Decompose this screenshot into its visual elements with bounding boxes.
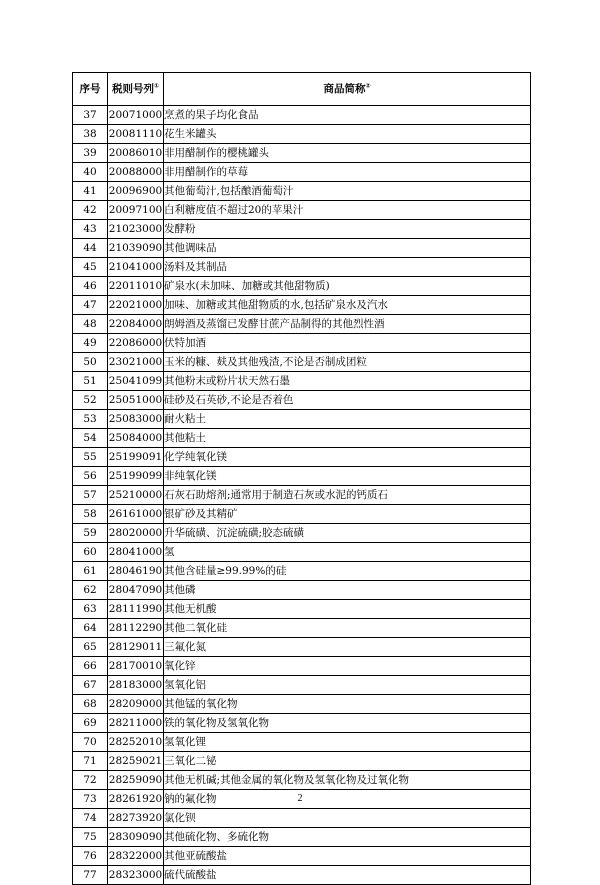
table-row: [73, 391, 531, 410]
table-row: [73, 676, 531, 695]
row-number: 48: [73, 315, 108, 334]
tariff-code: 22084000: [108, 315, 164, 334]
tariff-code: 20081110: [108, 125, 164, 144]
tariff-code: 28252010: [108, 733, 164, 752]
table-row: [73, 638, 531, 657]
product-name: 其他硫化物、多硫化物: [164, 828, 531, 847]
row-number: 61: [73, 562, 108, 581]
row-number: 44: [73, 239, 108, 258]
product-name: 其他锰的氧化物: [164, 695, 531, 714]
tariff-code: 25199099: [108, 467, 164, 486]
tariff-code: 22086000: [108, 334, 164, 353]
table-row: [73, 277, 531, 296]
row-number: 65: [73, 638, 108, 657]
row-number: 64: [73, 619, 108, 638]
tariff-code: 20086010: [108, 144, 164, 163]
product-name: 其他调味品: [164, 239, 531, 258]
footnote-marker-2: ②: [365, 82, 371, 90]
tariff-code: 28112290: [108, 619, 164, 638]
table-row: [73, 714, 531, 733]
product-name: 加味、加糖或其他甜物质的水,包括矿泉水及汽水: [164, 296, 531, 315]
row-number: 55: [73, 448, 108, 467]
product-name: 石灰石助熔剂;通常用于制造石灰或水泥的钙质石: [164, 486, 531, 505]
product-name: 玉米的糠、麸及其他残渣,不论是否制成团粒: [164, 353, 531, 372]
table-row: [73, 296, 531, 315]
row-number: 77: [73, 866, 108, 885]
tariff-code: 28020000: [108, 524, 164, 543]
tariff-code: 25041099: [108, 372, 164, 391]
row-number: 41: [73, 182, 108, 201]
product-name: 其他葡萄汁,包括酿酒葡萄汁: [164, 182, 531, 201]
row-number: 76: [73, 847, 108, 866]
tariff-code: 25084000: [108, 429, 164, 448]
tariff-code: 28041000: [108, 543, 164, 562]
product-name: 花生米罐头: [164, 125, 531, 144]
tariff-code: 20088000: [108, 163, 164, 182]
table-row: [73, 220, 531, 239]
row-number: 67: [73, 676, 108, 695]
product-name: 氢: [164, 543, 531, 562]
table-row: [73, 372, 531, 391]
table-row: [73, 467, 531, 486]
product-name: 伏特加酒: [164, 334, 531, 353]
product-name: 其他磷: [164, 581, 531, 600]
product-name: 硅砂及石英砂,不论是否着色: [164, 391, 531, 410]
table-row: [73, 410, 531, 429]
table-row: [73, 847, 531, 866]
product-name: 氢氧化锂: [164, 733, 531, 752]
table-header-row: [73, 73, 531, 106]
tariff-code: 28209000: [108, 695, 164, 714]
row-number: 45: [73, 258, 108, 277]
row-number: 69: [73, 714, 108, 733]
table-row: [73, 657, 531, 676]
row-number: 68: [73, 695, 108, 714]
product-name: 三氟化氮: [164, 638, 531, 657]
product-name: 其他亚硫酸盐: [164, 847, 531, 866]
tariff-code: 23021000: [108, 353, 164, 372]
row-number: 39: [73, 144, 108, 163]
row-number: 50: [73, 353, 108, 372]
row-number: 63: [73, 600, 108, 619]
product-name: 非用醋制作的草莓: [164, 163, 531, 182]
table-row: [73, 144, 531, 163]
tariff-code: 28111990: [108, 600, 164, 619]
row-number: 54: [73, 429, 108, 448]
row-number: 42: [73, 201, 108, 220]
table-row: [73, 733, 531, 752]
tariff-code: 21039090: [108, 239, 164, 258]
table-row: [73, 809, 531, 828]
table-row: [73, 353, 531, 372]
row-number: 47: [73, 296, 108, 315]
product-name: 其他无机碱;其他金属的氧化物及氢氧化物及过氧化物: [164, 771, 531, 790]
table-row: [73, 619, 531, 638]
table-row: [73, 125, 531, 144]
row-number: 71: [73, 752, 108, 771]
row-number: 59: [73, 524, 108, 543]
row-number: 53: [73, 410, 108, 429]
table-row: [73, 828, 531, 847]
product-name: 白利糖度值不超过20的苹果汁: [164, 201, 531, 220]
tariff-code: 25199091: [108, 448, 164, 467]
table-row: [73, 182, 531, 201]
table-row: [73, 258, 531, 277]
product-name: 化学纯氧化镁: [164, 448, 531, 467]
header-code: 税则号列①: [108, 73, 164, 106]
table-row: [73, 163, 531, 182]
tariff-code: 20097100: [108, 201, 164, 220]
footnote-marker-1: ①: [153, 82, 160, 90]
tariff-code: 22011010: [108, 277, 164, 296]
table-row: [73, 543, 531, 562]
row-number: 66: [73, 657, 108, 676]
product-name: 氢氧化铝: [164, 676, 531, 695]
product-name: 硫代硫酸盐: [164, 866, 531, 885]
product-name: 钠的氟化物: [164, 790, 531, 809]
row-number: 52: [73, 391, 108, 410]
row-number: 62: [73, 581, 108, 600]
table-row: [73, 201, 531, 220]
table-row: [73, 752, 531, 771]
product-name: 非纯氧化镁: [164, 467, 531, 486]
row-number: 37: [73, 106, 108, 125]
product-name: 银矿砂及其精矿: [164, 505, 531, 524]
tariff-code: 28322000: [108, 847, 164, 866]
row-number: 70: [73, 733, 108, 752]
product-name: 耐火粘土: [164, 410, 531, 429]
table-row: [73, 315, 531, 334]
tariff-code: 21041000: [108, 258, 164, 277]
row-number: 60: [73, 543, 108, 562]
product-name: 其他粉末或粉片状天然石墨: [164, 372, 531, 391]
product-name: 三氧化二铋: [164, 752, 531, 771]
tariff-code: 28323000: [108, 866, 164, 885]
row-number: 38: [73, 125, 108, 144]
tariff-code: 28211000: [108, 714, 164, 733]
tariff-code: 28129011: [108, 638, 164, 657]
product-name: 发酵粉: [164, 220, 531, 239]
tariff-code: 22021000: [108, 296, 164, 315]
tariff-code: 28183000: [108, 676, 164, 695]
tariff-code: 28259090: [108, 771, 164, 790]
table-row: [73, 334, 531, 353]
row-number: 43: [73, 220, 108, 239]
tariff-code: 28309090: [108, 828, 164, 847]
tariff-code: 28047090: [108, 581, 164, 600]
product-name: 其他含硅量≥99.99%的硅: [164, 562, 531, 581]
product-name: 汤料及其制品: [164, 258, 531, 277]
header-seq: 序号: [73, 73, 108, 106]
table-row: [73, 486, 531, 505]
product-name: 其他二氧化硅: [164, 619, 531, 638]
table-row: [73, 505, 531, 524]
row-number: 58: [73, 505, 108, 524]
product-name: 其他粘土: [164, 429, 531, 448]
tariff-code: 28259021: [108, 752, 164, 771]
table-row: [73, 106, 531, 125]
tariff-code: 25210000: [108, 486, 164, 505]
table-row: [73, 695, 531, 714]
tariff-code: 26161000: [108, 505, 164, 524]
tariff-code: 28273920: [108, 809, 164, 828]
row-number: 40: [73, 163, 108, 182]
product-name: 非用醋制作的樱桃罐头: [164, 144, 531, 163]
tariff-code: 25083000: [108, 410, 164, 429]
row-number: 74: [73, 809, 108, 828]
tariff-table: [72, 72, 531, 885]
table-row: [73, 448, 531, 467]
tariff-code: 25051000: [108, 391, 164, 410]
table-row: [73, 771, 531, 790]
tariff-code: 28170010: [108, 657, 164, 676]
row-number: 73: [73, 790, 108, 809]
row-number: 72: [73, 771, 108, 790]
product-name: 烹煮的果子均化食品: [164, 106, 531, 125]
row-number: 51: [73, 372, 108, 391]
tariff-code: 28046190: [108, 562, 164, 581]
product-name: 铁的氧化物及氢氧化物: [164, 714, 531, 733]
table-row: [73, 429, 531, 448]
product-name: 氯化钡: [164, 809, 531, 828]
table-row: [73, 581, 531, 600]
table-row: [73, 524, 531, 543]
tariff-code: 20071000: [108, 106, 164, 125]
product-name: 升华硫磺、沉淀硫磺;胶态硫磺: [164, 524, 531, 543]
page-number: 2: [297, 793, 303, 804]
row-number: 56: [73, 467, 108, 486]
table-row: [73, 562, 531, 581]
table-row: [73, 866, 531, 885]
tariff-code: 21023000: [108, 220, 164, 239]
product-name: 朗姆酒及蒸馏已发酵甘蔗产品制得的其他烈性酒: [164, 315, 531, 334]
row-number: 75: [73, 828, 108, 847]
product-name: 其他无机酸: [164, 600, 531, 619]
product-name: 矿泉水(未加味、加糖或其他甜物质): [164, 277, 531, 296]
table-row: [73, 600, 531, 619]
row-number: 57: [73, 486, 108, 505]
tariff-code: 20096900: [108, 182, 164, 201]
tariff-code: 28261920: [108, 790, 164, 809]
table-row: [73, 239, 531, 258]
row-number: 46: [73, 277, 108, 296]
row-number: 49: [73, 334, 108, 353]
header-name: 商品简称②: [164, 73, 531, 106]
product-name: 氧化锌: [164, 657, 531, 676]
